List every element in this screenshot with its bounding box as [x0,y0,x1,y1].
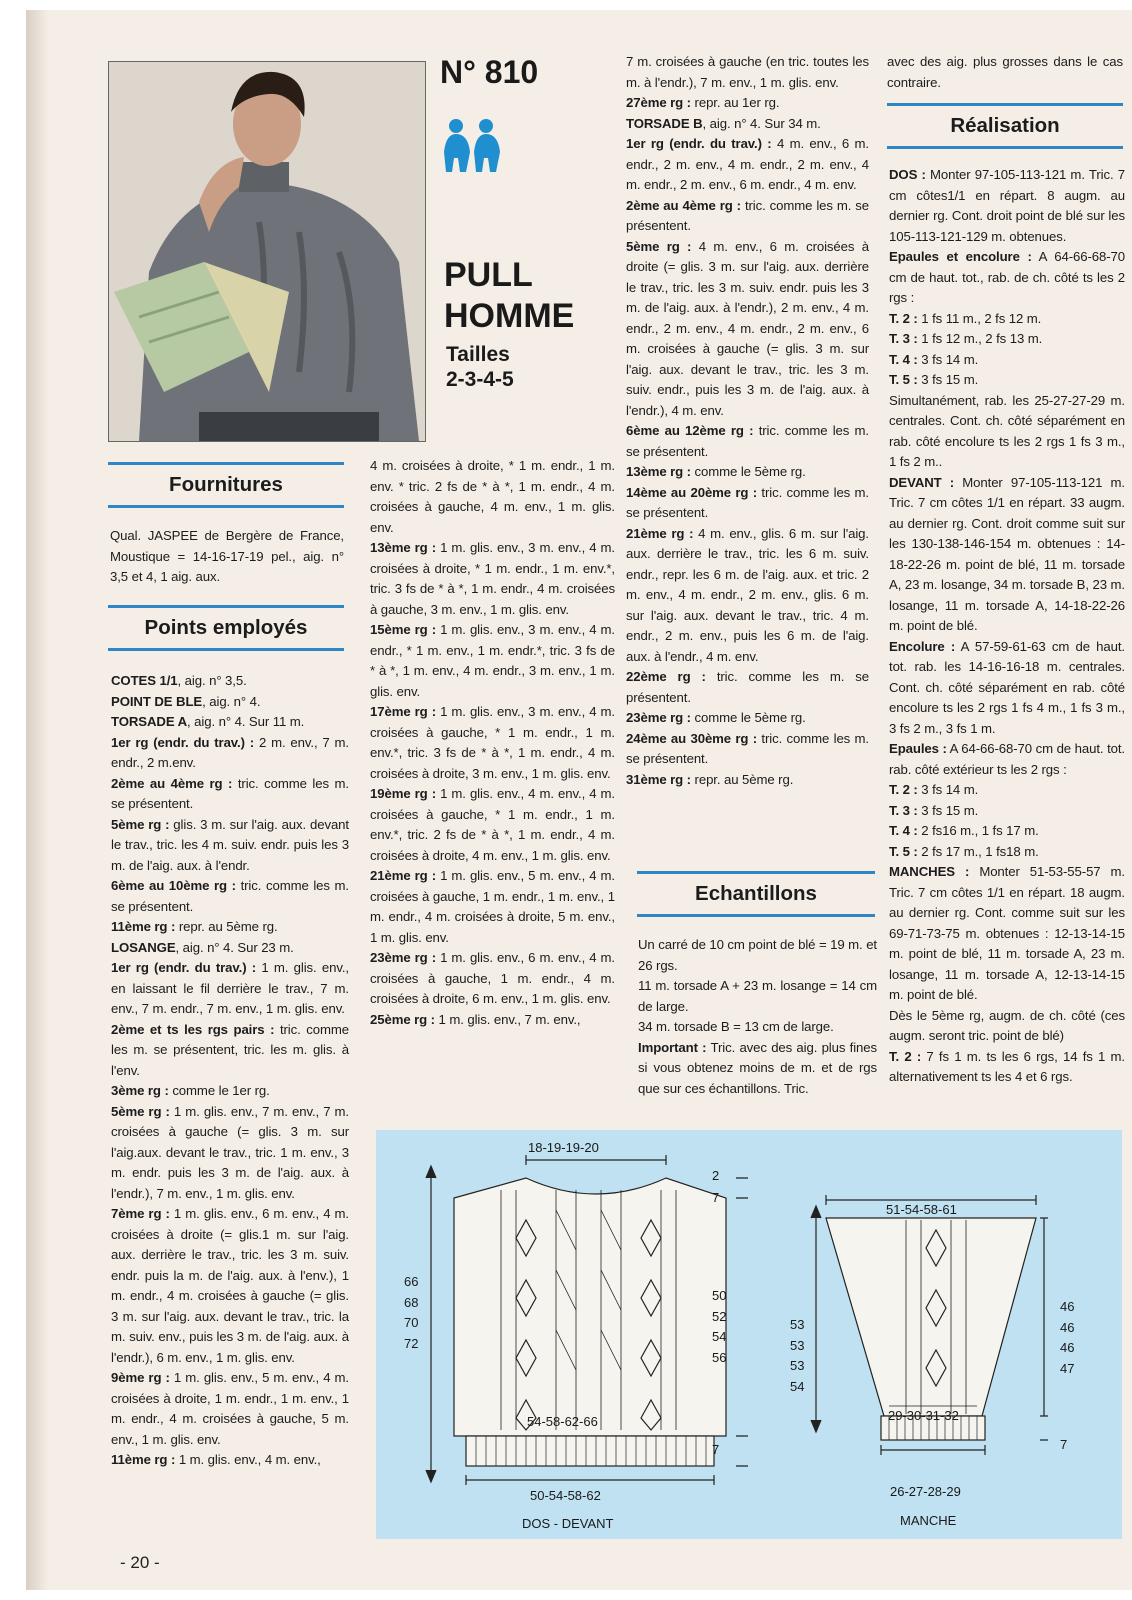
points-col1-text: repr. au 5ème rg. [175,919,278,934]
realisation-term: T. 4 : [889,351,918,367]
realisation-paragraph [889,862,1125,1006]
echantillons-heading: Echantillons [637,871,875,921]
realisation-text: 3 fs 14 m. [917,782,979,797]
realisation-text: 1 fs 12 m., 2 fs 13 m. [917,331,1043,346]
realisation-paragraph [889,780,1125,801]
points-col1-paragraph [111,1020,349,1082]
points-col1-text: , aig. n° 3,5. [177,673,247,688]
points-col2-text: 1 m. glis. env., 7 m. env., [434,1011,581,1027]
points-col1-text: 1 m. glis. env., 7 m. env., 7 m. croisées à gauche (= glis. 3 m. sur l'aig.aux. devant le trav., tric. 1 m. env., 3 m. endr. puis les 3 m. de l'aig. aux. à l'endr.), 7 m. env., 1 m. glis. env. [111,1103,349,1201]
points-col3-text: 4 m. env., 6 m. croisées à droite (= glis. 3 m. sur l'aig. aux. derrière le trav., tric. les 3 m. suiv. endr. puis les 3 m. de l'aig. aux. à l'endr.), 2 m. env., 4 m. endr., 2 m. env., 4 m. endr., 2 m. env., 6 m. croisées à gauche (= glis. 3 m. sur l'aig. aux. devant le trav., tric. les 3 m. suiv. endr., puis les 3 m. de l'aig. aux. à l'endr.), 4 m. env. [626,238,869,418]
points-col3-term: 14ème au 20ème rg : [626,484,758,500]
points-col1-text: tric. comme les m. se présentent. [111,878,349,914]
points-col2-paragraph [370,456,615,538]
points-col3-text: 4 m. env., glis. 6 m. sur l'aig. aux. derrière le trav., tric. les 6 m. suiv. endr., repr. les 6 m. de l'aig. aux. et tric. 2 m. env., 4 m. endr., 2 m. env., glis. 6 m. sur l'aig. aux. devant le trav., tric. 4 m. endr., 2 m. env., puis les 6 m. de l'aig. aux. à l'endr., 4 m. env. [626,525,869,664]
realisation-paragraph [889,801,1125,822]
realisation-text: Simultanément, rab. les 25-27-27-29 m. centrales. Cont. ch. côté séparément en rab. côté encolure ts les 2 rgs 1 fs 3 m., 1 fs 2 m.. [889,392,1125,469]
realisation-paragraph [889,637,1125,740]
points-col1-term: POINT DE BLE [111,693,203,709]
realisation-term: T. 2 : [889,782,918,797]
realisation-text: 7 fs 1 m. ts les 6 rgs, 14 fs 1 m. alternativement ts les 4 et 6 rgs. [889,1048,1125,1084]
points-col1-text: 1 m. glis. env., 4 m. env., [175,1452,321,1467]
points-col2-text: 4 m. croisées à droite, * 1 m. endr., 1 m. env. * tric. 2 fs de * à *, 1 m. endr., 4 m. croisées à gauche, 4 m. env., 1 m. glis. env. [370,458,615,535]
realisation-text: 2 fs16 m., 1 fs 17 m. [917,823,1039,838]
points-col2-text: 1 m. glis. env., 5 m. env., 4 m. croisées à gauche, 1 m. endr., 1 m. env., 1 m. endr., 4 m. croisées à droite, 5 m. env., 1 m. glis. env. [370,868,615,945]
points-heading: Points employés [108,605,344,655]
points-col3-paragraph [626,729,869,770]
points-col3-paragraph [626,134,869,196]
realisation-term: T. 3 : [889,802,918,818]
points-col1-text: , aig. n° 4. Sur 11 m. [187,714,305,729]
points-col2-text: 1 m. glis. env., 4 m. env., 4 m. croisées à gauche, * 1 m. endr., 1 m. env.*, tric. 2 fs de * à *, 1 m. endr., 4 m. croisées à droite, 4 m. env., 1 m. glis. env. [370,786,615,863]
points-col3-term: 21ème rg : [626,525,694,541]
points-col1-term: 1er rg (endr. du trav.) : [111,734,255,750]
points-col1-paragraph [111,1081,349,1102]
points-col3-paragraph [626,770,869,791]
realisation-term: Epaules et encolure : [889,249,1032,264]
points-col3-term: 22ème rg : [626,669,706,684]
points-col1-text: tric. comme les m. se présentent. [111,775,349,811]
echantillons-text: 34 m. torsade B = 13 cm de large. [638,1019,834,1034]
points-col3-text: repr. au 1er rg. [690,95,780,110]
realisation-paragraph [889,1047,1125,1088]
points-col2-paragraph [370,948,615,1010]
points-col3-term: 24ème au 30ème rg : [626,730,758,746]
realisation-term: Encolure : [889,638,956,654]
points-col1-paragraph [111,815,349,877]
points-col3-paragraph [626,462,869,483]
points-col1-text: glis. 3 m. sur l'aig. aux. devant le trav., tric. les 4 m. suiv. endr. puis les 3 m. de l'aig. aux. à l'endr. [111,816,349,873]
realisation-term: MANCHES : [889,864,970,879]
points-col2-term: 15ème rg : [370,622,437,637]
points-col3-term: 6ème au 12ème rg : [626,423,754,438]
realisation-term: T. 5 : [889,843,918,859]
points-col1-term: TORSADE A [111,714,188,729]
sleeve-len-left-1: 53 [790,1338,805,1353]
fournitures-heading: Fournitures [108,462,344,512]
echantillons-text [638,935,877,1099]
total-height-2: 70 [404,1315,419,1330]
points-col1-paragraph [111,671,349,692]
realisation-paragraph [889,247,1125,309]
points-col2-paragraph [370,538,615,620]
body-height-3: 56 [712,1350,727,1365]
points-col2-term: 19ème rg : [370,786,437,801]
points-col1-paragraph [111,774,349,815]
dos-devant-caption: DOS - DEVANT [522,1516,614,1531]
realisation-term: T. 2 : [889,310,918,326]
points-col2-term: 21ème rg : [370,868,437,883]
width-bottom-label: 50-54-58-62 [530,1488,601,1503]
points-col3-term: 27ème rg : [626,95,691,110]
realisation-heading: Réalisation [887,103,1123,153]
echantillons-text: Tric. avec des aig. plus fines si vous obtenez moins de m. et de rgs que sur ces échantillons. Tric. [638,1039,878,1096]
realisation-term: T. 4 : [889,823,918,838]
realisation-term: T. 5 : [889,372,918,387]
points-col3-term: 13ème rg : [626,464,691,479]
points-col2-paragraph [370,784,615,866]
points-col1-paragraph [111,1204,349,1368]
points-col1-paragraph [111,733,349,774]
realisation-term: T. 3 : [889,331,918,346]
fournitures-text: Qual. JASPEE de Bergère de France, Moustique = 14-16-17-19 pel., aig. n° 3,5 et 4, 1 aig. aux. [110,528,344,584]
points-col3-paragraph [626,483,869,524]
points-col1-term: 9ème rg : [111,1370,170,1385]
points-col2-paragraph [370,702,615,784]
realisation-paragraph [889,821,1125,842]
points-col3-text: tric. comme les m. se présentent. [626,730,869,766]
points-col1-paragraph [111,876,349,917]
points-col1-paragraph [111,1368,349,1450]
points-col3-text: 4 m. env., 6 m. endr., 2 m. env., 4 m. endr., 2 m. env., 4 m. endr., 2 m. env., 6 m. endr., 4 m. env. [626,136,869,192]
points-col3-paragraph [626,667,869,708]
pattern-number: N° 810 [440,54,539,90]
points-col2-term: 23ème rg : [370,950,437,965]
realisation-intro: avec des aig. plus grosses dans le cas contraire. [887,54,1123,90]
points-col1-term: 2ème au 4ème rg : [111,775,233,791]
points-col3-text: tric. comme les m. se présentent. [626,423,869,459]
body-height-2: 54 [712,1329,727,1344]
echantillons-paragraph [638,976,877,1017]
points-col1-text: 2 m. env., 7 m. endr., 2 m.env. [111,734,349,770]
points-col2-text: 1 m. glis. env., 3 m. env., 4 m. croisées à droite, * 1 m. endr., 1 m. env.*, tric. 3 fs de * à *, 1 m. endr., 4 m. croisées à gauche, 3 m. env., 1 m. glis. env. [370,540,615,617]
sleeve-rib-label: 7 [1060,1437,1068,1452]
realisation-text: 3 fs 15 m. [917,372,979,387]
realisation-text: A 64-66-68-70 cm de haut. tot., rab. de ch. côté ts les 2 rgs : [889,249,1125,305]
shoulder-label: 7 [712,1190,720,1205]
realisation-text: Dès le 5ème rg, augm. de ch. côté (ces augm. seront tric. point de blé) [889,1007,1125,1043]
width-top-label: 54-58-62-66 [527,1414,598,1429]
points-col1-paragraph [111,712,349,733]
points-col3-text: comme le 5ème rg. [690,710,806,725]
points-col1-text: comme le 1er rg. [168,1083,270,1098]
points-column-2 [370,456,615,1030]
echantillons-paragraph [638,1017,877,1038]
echantillons-paragraph [638,935,877,976]
points-col1-term: 2ème et ts les rgs pairs : [111,1021,275,1037]
sleeve-len-right-3: 47 [1060,1361,1075,1376]
sizes-value: 2-3-4-5 [446,368,514,391]
model-photo [108,61,426,442]
realisation-text: A 57-59-61-63 cm de haut. tot. rab. les 14-16-16-18 m. centrales. Cont. ch. côté séparément en rab. côté encolure ts les 2 rgs 1 fs 4 m., 1 fs 3 m., 3 fs 2 m., 3 fs 1 m. [889,638,1125,736]
points-col1-paragraph [111,692,349,713]
points-col1-term: 5ème rg : [111,1103,170,1119]
points-col2-text: 1 m. glis. env., 3 m. env., 4 m. croisées à gauche, * 1 m. endr., 1 m. env.*, tric. 3 fs de * à *, 1 m. endr., 4 m. croisées à droite, 3 m. env., 1 m. glis. env. [370,704,615,781]
points-col2-term: 13ème rg : [370,540,437,555]
points-col1-text: 1 m. glis. env., en laissant le fil derrière le trav., 7 m. env., 7 m. endr., 7 m. env., 1 m. glis. env. [111,960,349,1016]
realisation-paragraph [889,391,1125,473]
points-col1-term: 11ème rg : [111,1452,176,1467]
points-col3-text: , aig. n° 4. Sur 34 m. [702,115,821,131]
points-col3-term: 31ème rg : [626,771,691,787]
realisation-term: Epaules : [889,741,947,756]
points-col1-term: 5ème rg : [111,816,170,832]
points-col1-paragraph [111,938,349,959]
realisation-text: 3 fs 14 m. [917,351,979,367]
sleeve-len-left-3: 54 [790,1379,805,1394]
echantillons-term: Important : [638,1039,707,1055]
title-line-2: HOMME [444,297,575,335]
total-height-3: 72 [404,1336,419,1351]
realisation-paragraph [889,842,1125,863]
points-col1-paragraph [111,1450,349,1471]
realisation-text [889,165,1125,1088]
points-col2-paragraph [370,620,615,702]
sleeve-bottom-label: 26-27-28-29 [890,1484,961,1499]
points-col3-text: comme le 5ème rg. [690,464,806,479]
realisation-paragraph [889,329,1125,350]
points-col2-paragraph [370,866,615,948]
points-col3-text: tric. comme les m. se présentent. [626,484,869,520]
points-col1-text: tric. comme les m. se présentent, tric. les m. glis. à l'env. [111,1021,349,1078]
points-col3-text: repr. au 5ème rg. [690,771,794,787]
points-col3-paragraph [626,524,869,668]
realisation-paragraph [889,473,1125,637]
sleeve-cuff-top-label: 29-30-31-32 [888,1408,959,1423]
realisation-paragraph [889,350,1125,371]
rib-label: 7 [712,1442,720,1457]
points-col1-text: 1 m. glis. env., 5 m. env., 4 m. croisées à droite, 1 m. endr., 1 m. env., 1 m. endr., 4 m. croisées à gauche, 5 m. env., 1 m. glis. env. [111,1370,349,1447]
points-col1-text: , aig. n° 4. [202,693,261,709]
total-height-0: 66 [404,1274,419,1289]
points-col1-text: , aig. n° 4. Sur 23 m. [175,939,294,955]
points-col2-term: 25ème rg : [370,1011,435,1027]
points-col3-term: 2ème au 4ème rg : [626,197,741,213]
page-number: - 20 - [120,1553,160,1572]
sleeve-len-right-2: 46 [1060,1340,1075,1355]
realisation-text: Monter 97-105-113-121 m. Tric. 7 cm côtes1/1 en répart. 8 augm. au dernier rg. Cont. droit point de blé sur les 105-113-121-129 m. obtenues. [889,167,1125,244]
body-height-1: 52 [712,1309,727,1324]
points-col3-text: tric. comme les m. se présentent. [626,669,869,705]
sleeve-len-left-2: 53 [790,1358,805,1373]
echantillons-text: Un carré de 10 cm point de blé = 19 m. et 26 rgs. [638,937,877,973]
points-col3-text: tric. comme les m. se présentent. [626,197,870,233]
points-col1-term: 1er rg (endr. du trav.) : [111,960,257,975]
points-col3-paragraph [626,52,869,93]
points-col2-term: 17ème rg : [370,704,437,719]
points-column-1 [111,671,349,1471]
points-col1-paragraph [111,917,349,938]
points-col3-paragraph [626,93,869,114]
points-col2-text: 1 m. glis. env., 6 m. env., 4 m. croisées à gauche, 1 m. endr., 4 m. croisées à droite, 6 m. env., 1 m. glis. env. [370,950,615,1006]
manche-caption: MANCHE [900,1513,957,1528]
points-col1-term: LOSANGE [111,939,176,955]
sleeve-len-right-1: 46 [1060,1320,1075,1335]
points-col3-paragraph [626,421,869,462]
echantillons-text: 11 m. torsade A + 23 m. losange = 14 cm de large. [638,978,877,1014]
realisation-text: A 64-66-68-70 cm de haut. tot. rab. côté extérieur ts les 2 rgs : [889,741,1125,777]
points-col1-term: 3ème rg : [111,1083,169,1098]
points-col1-term: COTES 1/1 [111,673,178,688]
points-col1-term: 11ème rg : [111,919,176,934]
points-col3-term: 1er rg (endr. du trav.) : [626,136,772,151]
realisation-text: Monter 97-105-113-121 m. Tric. 7 cm côtes 1/1 en répart. 33 augm. au dernier rg. Cont. droit comme suit sur les 130-138-146-154 m. obtenues : 14-18-22-26 m. point de blé, 11 m. torsade A, 23 m. losange, 34 m. torsade B, 23 m. losange, 11 m. torsade A, 14-18-22-26 m. point de blé. [889,474,1125,633]
points-col3-paragraph [626,114,869,135]
realisation-paragraph [889,165,1125,247]
realisation-text: 1 fs 11 m., 2 fs 12 m. [917,310,1042,326]
points-col3-paragraph [626,196,869,237]
points-col1-term: 6ème au 10ème rg : [111,878,236,893]
sleeve-len-left-0: 53 [790,1317,805,1332]
points-col1-paragraph [111,958,349,1020]
points-col3-text: 7 m. croisées à gauche (en tric. toutes les m. à l'endr.), 7 m. env., 1 m. glis. env. [626,54,869,90]
points-col2-paragraph [370,1010,615,1031]
points-col3-paragraph [626,237,869,422]
sizes-label: Tailles [446,343,510,366]
realisation-paragraph [889,309,1125,330]
total-height-1: 68 [404,1295,419,1310]
schematic-panel [376,1130,1122,1539]
points-col3-term: 23ème rg : [626,710,691,725]
points-column-3 [626,52,869,790]
realisation-text: Monter 51-53-55-57 m. Tric. 7 cm côtes 1/1 en répart. 18 augm. au dernier rg. Cont. comme suit sur les 69-71-73-75 m. obtenues : 12-13-14-15 m. point de blé, 11 m. torsade A, 23 m. losange, 11 m. torsade A, 12-13-14-15 m. point de blé. [889,864,1126,1002]
sleeve-top-label: 51-54-58-61 [886,1202,957,1217]
body-height-0: 50 [712,1288,727,1303]
neck-depth-label: 2 [712,1168,720,1183]
page-binding-edge [26,10,48,1590]
points-col1-paragraph [111,1102,349,1205]
realisation-text: 2 fs 17 m., 1 fs18 m. [917,843,1039,859]
points-col3-paragraph [626,708,869,729]
realisation-term: T. 2 : [889,1048,922,1064]
sleeve-len-right-0: 46 [1060,1299,1075,1314]
points-col3-term: 5ème rg : [626,238,692,254]
points-col2-text: 1 m. glis. env., 3 m. env., 4 m. endr., * 1 m. env., 1 m. endr.*, tric. 3 fs de * à *, 1 m. env., 4 m. endr., 3 m. env., 1 m. glis. env. [370,622,615,699]
realisation-paragraph [889,370,1125,391]
points-col3-term: TORSADE B [626,115,703,131]
realisation-paragraph [889,739,1125,780]
difficulty-icon [440,112,506,178]
realisation-text: 3 fs 15 m. [917,802,979,818]
realisation-term: DEVANT : [889,474,955,490]
neck-width-label: 18-19-19-20 [528,1140,599,1155]
echantillons-paragraph [638,1038,877,1100]
title-line-1: PULL [444,256,533,294]
points-col1-term: 7ème rg : [111,1206,170,1221]
points-col1-text: 1 m. glis. env., 6 m. env., 4 m. croisées à droite (= glis.1 m. sur l'aig. aux. derrière le trav., tric. les 3 m. suiv. endr. puis la m. de l'aig. aux. à l'env.), 1 m. endr., 4 m. croisées à gauche (= glis. 3 m. sur l'aig. aux. devant le trav., tric. la m. suiv. env., puis les 3 m. de l'aig. aux. à l'endr.), 6 m. env., 1 m. glis. env. [111,1206,349,1365]
realisation-term: DOS : [889,167,926,182]
realisation-paragraph [889,1006,1125,1047]
